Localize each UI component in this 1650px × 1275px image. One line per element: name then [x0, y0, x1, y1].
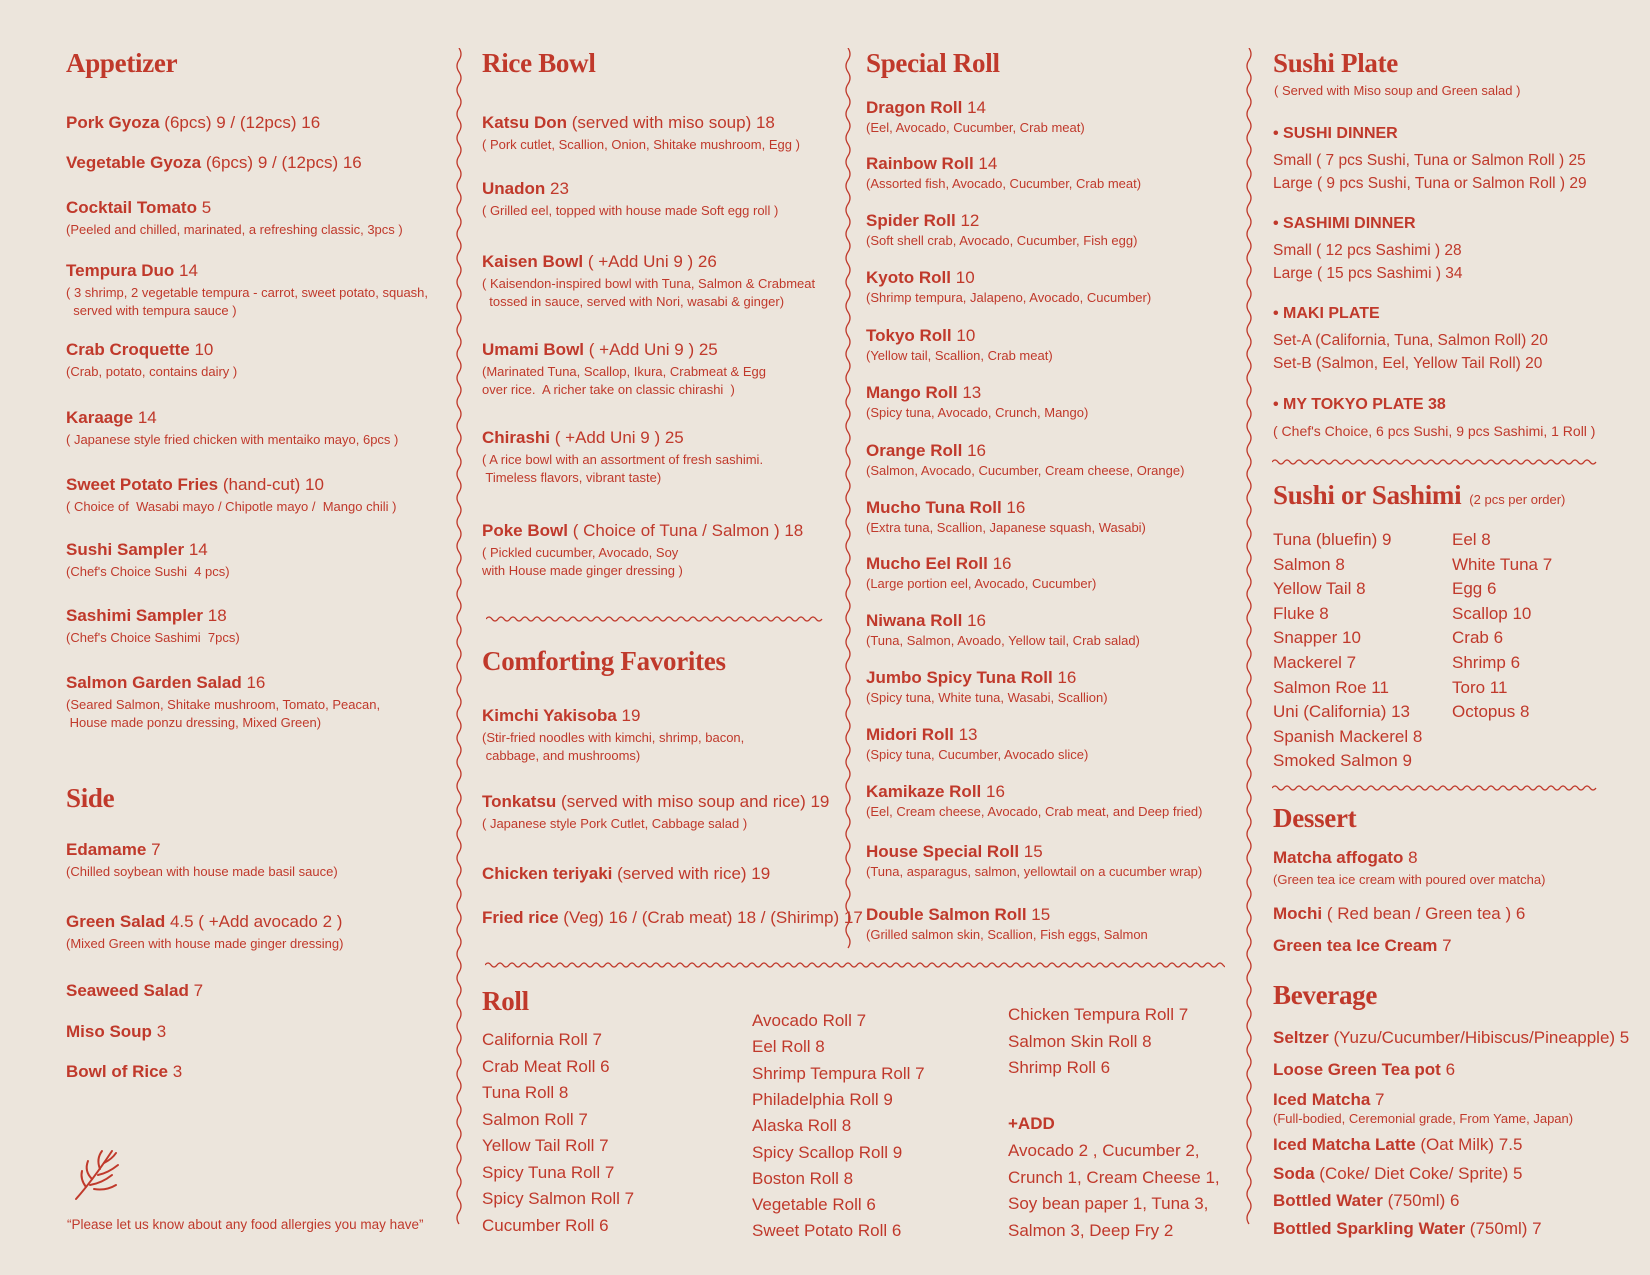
list-item: Smoked Salmon 9 — [1273, 751, 1412, 771]
menu-item-price: ( +Add Uni 9 ) 26 — [587, 252, 717, 271]
menu-item-price: 14 — [179, 261, 198, 280]
menu-item — [866, 905, 1050, 925]
sushi-sashimi-subtitle: (2 pcs per order) — [1469, 492, 1566, 507]
menu-item — [482, 340, 718, 360]
menu-item-name: Tempura Duo — [66, 261, 175, 280]
menu-item-price: (served with miso soup) 18 — [571, 113, 775, 132]
menu-item-name: Double Salmon Roll — [866, 905, 1027, 924]
menu-item-price: (6pcs) 9 / (12pcs) 16 — [205, 153, 362, 172]
menu-item-price: (Coke/ Diet Coke/ Sprite) 5 — [1319, 1164, 1523, 1183]
list-item: Fluke 8 — [1273, 603, 1329, 623]
menu-item — [1273, 904, 1525, 924]
plate-group-heading: • MY TOKYO PLATE 38 — [1273, 396, 1446, 413]
list-item: Yellow Tail 8 — [1273, 579, 1366, 599]
menu-item-name: Seltzer — [1273, 1028, 1329, 1047]
menu-item-description: (Shrimp tempura, Jalapeno, Avocado, Cucumber) — [866, 290, 1152, 305]
menu-item — [66, 1062, 182, 1082]
menu-item — [66, 981, 203, 1001]
comforting-heading: Comforting Favorites — [482, 646, 726, 676]
menu-item — [1273, 936, 1452, 956]
list-item: Avocado 2 , Cucumber 2, — [1008, 1141, 1200, 1160]
list-item: Salmon Roll 7 — [482, 1109, 588, 1129]
list-item: Tuna Roll 8 — [482, 1083, 569, 1102]
menu-item-price: 14 — [967, 98, 986, 117]
menu-item-price: 19 — [621, 706, 641, 725]
menu-item-name: Sashimi Sampler — [66, 606, 204, 625]
list-item: Philadelphia Roll 9 — [752, 1089, 893, 1109]
menu-item-name: Matcha affogato — [1273, 848, 1404, 867]
menu-item — [1273, 1060, 1455, 1080]
beverage-heading: Beverage — [1273, 980, 1378, 1010]
side-heading: Side — [66, 783, 115, 813]
menu-item-name: Dragon Roll — [866, 98, 963, 117]
menu-item-price: 16 — [967, 611, 987, 630]
column-divider — [454, 48, 464, 1243]
menu-item-name: Katsu Don — [482, 113, 567, 132]
sushi-sashimi-title: Sushi or Sashimi — [1273, 480, 1462, 510]
menu-item-price: 8 — [1408, 848, 1418, 867]
rice-bowl-heading: Rice Bowl — [482, 48, 596, 78]
list-item: Shrimp Tempura Roll 7 — [752, 1063, 925, 1083]
menu-item-name: Sweet Potato Fries — [66, 475, 219, 494]
menu-item-description: (Eel, Avocado, Cucumber, Crab meat) — [866, 120, 1085, 135]
menu-item-price: (served with miso soup and rice) 19 — [561, 792, 830, 811]
menu-item-price: 16 — [992, 554, 1012, 573]
list-item: Tuna (bluefin) 9 — [1273, 530, 1392, 549]
menu-item-name: Umami Bowl — [482, 340, 585, 359]
menu-item — [866, 725, 977, 745]
list-item: Spicy Scallop Roll 9 — [752, 1142, 903, 1162]
column-divider — [1244, 48, 1254, 1243]
menu-item-name: House Special Roll — [866, 842, 1020, 861]
menu-item-price: 14 — [978, 154, 998, 173]
menu-item-description: (Spicy tuna, White tuna, Wasabi, Scallion) — [866, 690, 1108, 705]
plate-group-heading: • SASHIMI DINNER — [1273, 215, 1416, 232]
menu-item — [1273, 1028, 1629, 1048]
column-divider — [843, 48, 853, 958]
menu-item-name: Iced Matcha Latte — [1273, 1135, 1416, 1154]
menu-item — [866, 611, 986, 631]
menu-item — [482, 864, 770, 884]
menu-item-price: 16 — [1057, 668, 1077, 687]
menu-item-name: Iced Matcha — [1273, 1090, 1371, 1109]
menu-item — [66, 261, 198, 281]
menu-item-name: Green Salad — [66, 912, 166, 931]
menu-item-description: (Chef's Choice Sushi 4 pcs) — [66, 564, 230, 579]
menu-item-description: (Spicy tuna, Avocado, Crunch, Mango) — [866, 405, 1089, 420]
menu-item-price: ( Choice of Tuna / Salmon ) 18 — [572, 521, 804, 540]
list-item: Salmon Skin Roll 8 — [1008, 1031, 1152, 1051]
menu-item-name: Midori Roll — [866, 725, 954, 744]
menu-item-price: 10 — [956, 326, 976, 345]
menu-item-price: 12 — [960, 211, 980, 230]
menu-item — [866, 326, 975, 346]
menu-item-description: (Green tea ice cream with poured over matcha) — [1273, 872, 1546, 887]
menu-item-description: (Full-bodied, Ceremonial grade, From Yame, Japan) — [1273, 1111, 1574, 1126]
list-item: Shrimp Roll 6 — [1008, 1058, 1111, 1077]
special-roll-heading: Special Roll — [866, 48, 1000, 78]
menu-item-name: Kamikaze Roll — [866, 782, 982, 801]
menu-item-price: 13 — [962, 383, 982, 402]
menu-item-price: (750ml) 6 — [1387, 1191, 1460, 1210]
menu-item-price: 10 — [194, 340, 214, 359]
menu-item-description: (Tuna, Salmon, Avoado, Yellow tail, Crab salad) — [866, 633, 1140, 648]
section-divider — [1272, 457, 1597, 467]
plate-group-heading: • MAKI PLATE — [1273, 305, 1380, 322]
sushi-plate-subtitle: ( Served with Miso soup and Green salad ) — [1274, 83, 1521, 98]
menu-item-name: Bowl of Rice — [66, 1062, 169, 1081]
menu-item — [1273, 1090, 1385, 1110]
list-item: Spicy Salmon Roll 7 — [482, 1189, 635, 1208]
menu-item-price: 14 — [188, 540, 208, 559]
menu-item-description: (Soft shell crab, Avocado, Cucumber, Fish egg) — [866, 233, 1138, 248]
list-item: Salmon 3, Deep Fry 2 — [1008, 1220, 1174, 1240]
menu-item-name: Rainbow Roll — [866, 154, 974, 173]
section-divider — [1272, 783, 1597, 793]
menu-item — [66, 840, 161, 860]
menu-item-description: (Salmon, Avocado, Cucumber, Cream cheese, Orange) — [866, 463, 1185, 478]
menu-item — [482, 908, 863, 928]
menu-item-description: (Large portion eel, Avocado, Cucumber) — [866, 576, 1097, 591]
menu-item-price: 6 — [1445, 1060, 1456, 1079]
menu-item-description: (Eel, Cream cheese, Avocado, Crab meat, and Deep fried) — [866, 804, 1203, 819]
menu-item-name: Mucho Eel Roll — [866, 554, 988, 573]
list-item: Octopus 8 — [1452, 702, 1530, 722]
list-item: Yellow Tail Roll 7 — [482, 1136, 609, 1155]
plate-line: Small ( 7 pcs Sushi, Tuna or Salmon Roll ) 25 — [1273, 152, 1586, 169]
menu-item — [1273, 1219, 1542, 1239]
list-item: Spicy Tuna Roll 7 — [482, 1162, 615, 1182]
menu-item-name: Chirashi — [482, 428, 551, 447]
menu-item-name: Niwana Roll — [866, 611, 963, 630]
list-item: Crab Meat Roll 6 — [482, 1056, 610, 1076]
menu-item-description: ( Pickled cucumber, Avocado, Soy with House made ginger dressing ) — [482, 545, 683, 579]
sushi-sashimi-heading — [1273, 482, 1565, 509]
menu-item-price: (served with rice) 19 — [617, 864, 771, 883]
menu-item-description: ( 3 shrimp, 2 vegetable tempura - carrot, sweet potato, squash, served with tempura sauce ) — [66, 285, 429, 319]
menu-item-name: Crab Croquette — [66, 340, 190, 359]
list-item: Avocado Roll 7 — [752, 1011, 867, 1030]
menu-item — [66, 912, 342, 932]
add-ons-heading: +ADD — [1008, 1114, 1055, 1133]
menu-item — [866, 98, 986, 118]
menu-item-name: Seaweed Salad — [66, 981, 189, 1000]
menu-item-price: (hand-cut) 10 — [222, 475, 324, 494]
menu-item — [66, 408, 157, 428]
list-item: Alaska Roll 8 — [752, 1116, 852, 1136]
plate-line: ( Chef's Choice, 6 pcs Sushi, 9 pcs Sashimi, 1 Roll ) — [1273, 423, 1596, 439]
menu-item — [66, 673, 265, 693]
menu-item-price: 4.5 ( +Add avocado 2 ) — [169, 912, 343, 931]
menu-item — [66, 540, 208, 560]
menu-item-description: ( Kaisendon-inspired bowl with Tuna, Salmon & Crabmeat tossed in sauce, served with Nori, wasabi & ginger) — [482, 276, 816, 310]
list-item: Soy bean paper 1, Tuna 3, — [1008, 1194, 1209, 1213]
menu-item — [866, 782, 1005, 802]
menu-item — [866, 842, 1043, 862]
sushi-plate-heading: Sushi Plate — [1273, 48, 1398, 78]
menu-item-name: Cocktail Tomato — [66, 198, 197, 217]
menu-item-price: ( +Add Uni 9 ) 25 — [588, 340, 718, 359]
menu-item — [66, 606, 227, 626]
list-item: Scallop 10 — [1452, 603, 1532, 623]
menu-item-name: Mochi — [1273, 904, 1323, 923]
menu-item — [866, 211, 979, 231]
menu-item — [66, 1022, 166, 1042]
plate-line: Large ( 15 pcs Sashimi ) 34 — [1273, 265, 1463, 282]
list-item: Chicken Tempura Roll 7 — [1008, 1005, 1189, 1024]
menu-item — [1273, 1191, 1459, 1211]
menu-item — [1273, 1164, 1522, 1184]
list-item: Mackerel 7 — [1273, 653, 1357, 672]
menu-item-description: (Spicy tuna, Cucumber, Avocado slice) — [866, 747, 1089, 762]
menu-item-price: 7 — [151, 840, 161, 859]
menu-item-name: Kaisen Bowl — [482, 252, 584, 271]
plate-line: Large ( 9 pcs Sushi, Tuna or Salmon Roll ) 29 — [1273, 175, 1587, 192]
menu-item-name: Poke Bowl — [482, 521, 568, 540]
menu-item-name: Vegetable Gyoza — [66, 153, 202, 172]
menu-item-name: Tokyo Roll — [866, 326, 952, 345]
menu-item-price: 15 — [1023, 842, 1043, 861]
list-item: Snapper 10 — [1273, 628, 1361, 648]
list-item: Cucumber Roll 6 — [482, 1215, 609, 1235]
menu-item-description: (Yellow tail, Scallion, Crab meat) — [866, 348, 1053, 363]
menu-item-description: (Marinated Tuna, Scallop, Ikura, Crabmeat & Egg over rice. A richer take on classic chirashi ) — [482, 364, 766, 398]
menu-item-description: (Grilled salmon skin, Scallion, Fish eggs, Salmon — [866, 927, 1148, 942]
menu-item-price: ( +Add Uni 9 ) 25 — [554, 428, 684, 447]
menu-item-name: Tonkatsu — [482, 792, 557, 811]
menu-item — [1273, 1135, 1522, 1155]
menu-item-description: (Peeled and chilled, marinated, a refreshing classic, 3pcs ) — [66, 222, 403, 237]
menu-item-description: ( A rice bowl with an assortment of fresh sashimi. Timeless flavors, vibrant taste) — [482, 452, 764, 486]
section-divider — [486, 614, 826, 624]
list-item: California Roll 7 — [482, 1030, 602, 1049]
menu-item-name: Spider Roll — [866, 211, 956, 230]
menu-item — [866, 268, 975, 288]
menu-item-name: Karaage — [66, 408, 134, 427]
list-item: White Tuna 7 — [1452, 554, 1553, 574]
list-item: Boston Roll 8 — [752, 1168, 854, 1188]
list-item: Crab 6 — [1452, 628, 1504, 648]
plate-group-heading: • SUSHI DINNER — [1273, 125, 1398, 142]
menu-item-price: 7 — [1375, 1090, 1385, 1109]
dessert-heading: Dessert — [1273, 803, 1357, 833]
menu-item-price: (Veg) 16 / (Crab meat) 18 / (Shirimp) 17 — [563, 908, 863, 927]
menu-item-name: Green tea Ice Cream — [1273, 936, 1438, 955]
menu-item-name: Salmon Garden Salad — [66, 673, 242, 692]
menu-item-price: (Yuzu/Cucumber/Hibiscus/Pineapple) 5 — [1333, 1028, 1630, 1047]
menu-item-name: Miso Soup — [66, 1022, 152, 1041]
menu-item — [482, 428, 684, 448]
menu-item — [482, 113, 775, 133]
menu-item-price: 16 — [1006, 498, 1026, 517]
menu-item — [482, 521, 803, 541]
menu-item-price: 16 — [246, 673, 266, 692]
appetizer-heading: Appetizer — [66, 48, 178, 78]
herb-sprig-icon — [72, 1145, 128, 1203]
menu-item-description: (Stir-fried noodles with kimchi, shrimp, bacon, cabbage, and mushrooms) — [482, 730, 745, 764]
menu-item-description: ( Choice of Wasabi mayo / Chipotle mayo / Mango chili ) — [66, 499, 397, 514]
menu-item-name: Mucho Tuna Roll — [866, 498, 1002, 517]
menu-item — [482, 792, 829, 812]
menu-item-description: (Assorted fish, Avocado, Cucumber, Crab meat) — [866, 176, 1142, 191]
list-item: Uni (California) 13 — [1273, 702, 1410, 722]
menu-item — [866, 383, 981, 403]
menu-item — [66, 113, 320, 133]
menu-item-description: ( Japanese style Pork Cutlet, Cabbage salad ) — [482, 816, 748, 831]
list-item: Crunch 1, Cream Cheese 1, — [1008, 1167, 1220, 1187]
list-item: Salmon Roe 11 — [1273, 677, 1389, 697]
menu-item-price: 13 — [958, 725, 978, 744]
menu-item-name: Orange Roll — [866, 441, 963, 460]
menu-item — [866, 668, 1076, 688]
list-item: Eel Roll 8 — [752, 1037, 825, 1057]
menu-item-name: Sushi Sampler — [66, 540, 185, 559]
section-divider — [485, 960, 1225, 970]
list-item: Vegetable Roll 6 — [752, 1195, 876, 1215]
menu-item-price: (6pcs) 9 / (12pcs) 16 — [164, 113, 321, 132]
menu-item-price: ( Red bean / Green tea ) 6 — [1326, 904, 1526, 923]
menu-item — [866, 554, 1012, 574]
menu-item — [866, 498, 1025, 518]
menu-item — [66, 198, 211, 218]
menu-item — [482, 179, 569, 199]
menu-item-name: Bottled Sparkling Water — [1273, 1219, 1466, 1238]
menu-item-name: Pork Gyoza — [66, 113, 160, 132]
menu-item-price: 16 — [967, 441, 987, 460]
menu-item-name: Soda — [1273, 1164, 1315, 1183]
menu-item-name: Loose Green Tea pot — [1273, 1060, 1441, 1079]
menu-item-name: Kyoto Roll — [866, 268, 951, 287]
list-item: Sweet Potato Roll 6 — [752, 1221, 902, 1241]
menu-item-price: 3 — [172, 1062, 183, 1081]
menu-item — [1273, 848, 1418, 868]
menu-item-name: Bottled Water — [1273, 1191, 1383, 1210]
menu-item — [482, 706, 640, 726]
menu-item-price: 16 — [986, 782, 1005, 801]
allergy-note: “Please let us know about any food allergies you may have” — [67, 1217, 424, 1232]
plate-line: Set-A (California, Tuna, Salmon Roll) 20 — [1273, 332, 1548, 349]
menu-item — [66, 475, 324, 495]
list-item: Salmon 8 — [1273, 554, 1345, 574]
plate-line: Small ( 12 pcs Sashimi ) 28 — [1273, 242, 1462, 259]
list-item: Shrimp 6 — [1452, 653, 1521, 672]
list-item: Egg 6 — [1452, 579, 1497, 599]
menu-item-name: Fried rice — [482, 908, 559, 927]
menu-item-description: (Chef's Choice Sashimi 7pcs) — [66, 630, 240, 645]
menu-item-description: (Crab, potato, contains dairy ) — [66, 364, 238, 379]
menu-item-name: Mango Roll — [866, 383, 958, 402]
menu-item-price: (750ml) 7 — [1469, 1219, 1542, 1238]
menu-item-price: 3 — [156, 1022, 167, 1041]
menu-item-price: 7 — [193, 981, 204, 1000]
menu-item-price: 5 — [201, 198, 212, 217]
menu-item-name: Unadon — [482, 179, 546, 198]
list-item: Eel 8 — [1452, 530, 1491, 549]
menu-item-description: (Extra tuna, Scallion, Japanese squash, Wasabi) — [866, 520, 1146, 535]
menu-item-description: ( Japanese style fried chicken with mentaiko mayo, 6pcs ) — [66, 432, 399, 447]
menu-item — [866, 441, 986, 461]
menu-item — [866, 154, 997, 174]
list-item: Toro 11 — [1452, 677, 1508, 697]
roll-heading: Roll — [482, 986, 529, 1016]
menu-item-price: 18 — [207, 606, 227, 625]
menu-item-name: Edamame — [66, 840, 147, 859]
menu-item — [482, 252, 717, 272]
menu-item-price: (Oat Milk) 7.5 — [1420, 1135, 1523, 1154]
menu-item-price: 14 — [137, 408, 157, 427]
menu-item-description: (Mixed Green with house made ginger dressing) — [66, 936, 344, 951]
menu-item-name: Chicken teriyaki — [482, 864, 613, 883]
menu-item-description: (Tuna, asparagus, salmon, yellowtail on a cucumber wrap) — [866, 864, 1203, 879]
menu-item-price: 7 — [1442, 936, 1452, 955]
menu-item-description: ( Grilled eel, topped with house made Soft egg roll ) — [482, 203, 779, 218]
menu-item-name: Kimchi Yakisoba — [482, 706, 617, 725]
menu-item-price: 23 — [550, 179, 569, 198]
menu-item-description: (Seared Salmon, Shitake mushroom, Tomato, Peacan, House made ponzu dressing, Mixed Green) — [66, 697, 381, 731]
menu-item-description: ( Pork cutlet, Scallion, Onion, Shitake mushroom, Egg ) — [482, 137, 800, 152]
menu-item-name: Jumbo Spicy Tuna Roll — [866, 668, 1053, 687]
menu-item — [66, 153, 362, 173]
plate-line: Set-B (Salmon, Eel, Yellow Tail Roll) 20 — [1273, 355, 1543, 372]
list-item: Spanish Mackerel 8 — [1273, 726, 1423, 746]
menu-item-description: (Chilled soybean with house made basil sauce) — [66, 864, 338, 879]
menu-item-price: 10 — [955, 268, 975, 287]
menu-item — [66, 340, 213, 360]
menu-item-price: 15 — [1031, 905, 1051, 924]
